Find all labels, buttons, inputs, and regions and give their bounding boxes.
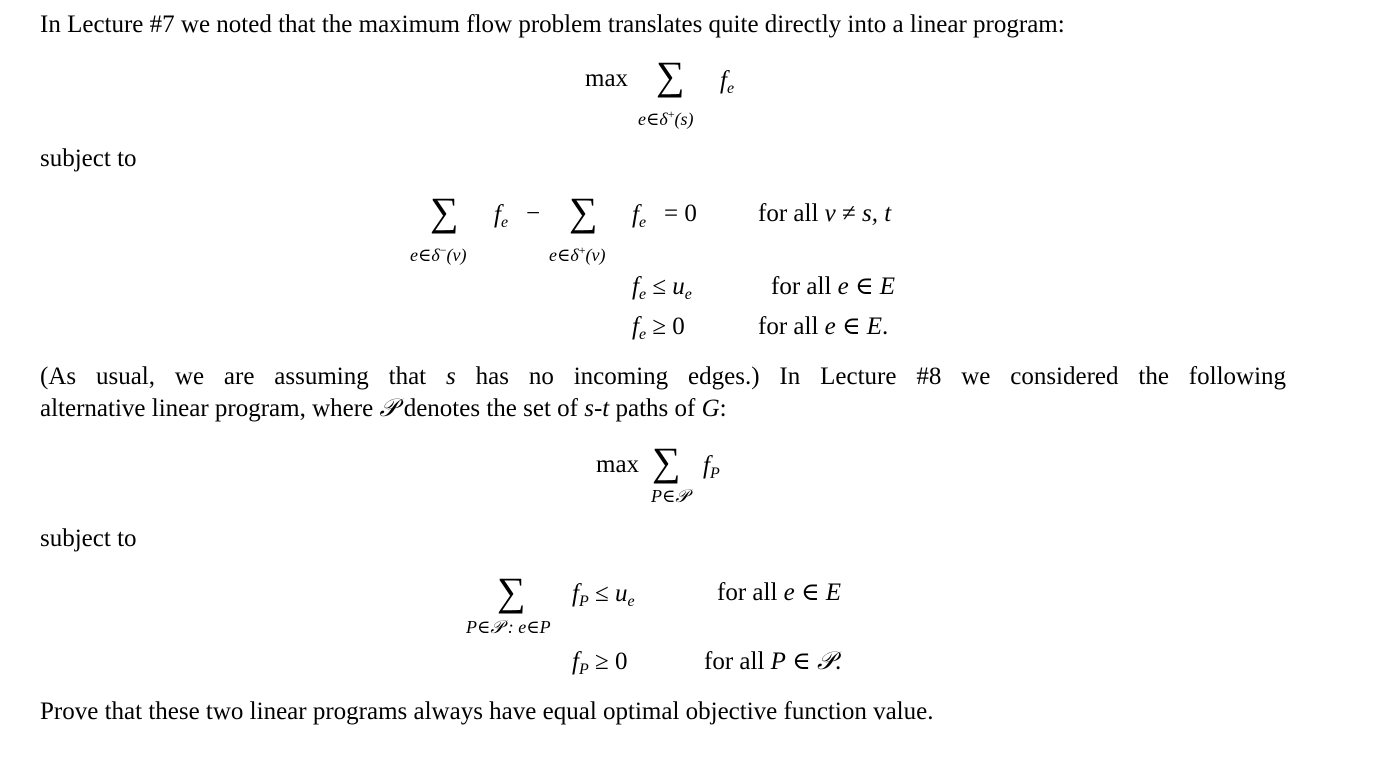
constraint-lhs: $f_e \ge 0$ xyxy=(632,313,685,343)
summation-symbol: ∑ xyxy=(656,53,685,98)
equals-zero: = 0 xyxy=(664,200,697,227)
max-operator: max xyxy=(585,65,629,92)
transition-paragraph-line1: (As usual, we are assuming that s has no incoming edges.) In Lecture #8 we considered the following xyxy=(40,363,1287,390)
constraint-condition: for all e ∈ E. xyxy=(758,313,889,340)
constraint-lhs: $f_e \le u_e$ xyxy=(632,273,692,303)
summation-index: e∈δ+(s) xyxy=(638,107,694,129)
subject-to-label: subject to xyxy=(40,145,137,172)
constraint-lhs: $f_P \ge 0$ xyxy=(572,648,628,678)
constraint-condition: for all v ≠ s, t xyxy=(758,200,892,227)
summation-symbol: ∑ xyxy=(497,569,526,614)
term: $f_e$ xyxy=(494,201,509,231)
constraint-condition: for all P ∈ 𝒫. xyxy=(704,648,842,675)
summation-symbol: ∑ xyxy=(430,189,459,234)
task-statement: Prove that these two linear programs always have equal optimal objective function value. xyxy=(40,698,934,725)
constraint-lhs: $f_P \le u_e$ xyxy=(572,580,635,610)
subject-to-label: subject to xyxy=(40,525,137,552)
constraint-condition: for all e ∈ E xyxy=(717,579,842,606)
max-operator: max xyxy=(596,451,640,478)
objective-term: $f_P$ xyxy=(703,452,720,482)
summation-symbol: ∑ xyxy=(652,439,681,484)
term: $f_e$ xyxy=(632,201,647,231)
transition-paragraph-line2: alternative linear program, where 𝒫 denotes the set of s-t paths of G: xyxy=(40,395,727,422)
summation-index: e∈δ+(v) xyxy=(549,243,606,265)
summation-index: e∈δ−(v) xyxy=(410,243,467,265)
minus-sign: − xyxy=(526,200,541,227)
summation-index: P∈𝒫 xyxy=(651,486,689,506)
intro-paragraph: In Lecture #7 we noted that the maximum flow problem translates quite directly into a linear program: xyxy=(40,11,1065,38)
summation-symbol: ∑ xyxy=(569,189,598,234)
summation-index: P∈𝒫 : e∈P xyxy=(466,617,551,637)
constraint-condition: for all e ∈ E xyxy=(771,273,896,300)
objective-term: $f_e$ xyxy=(720,67,735,97)
